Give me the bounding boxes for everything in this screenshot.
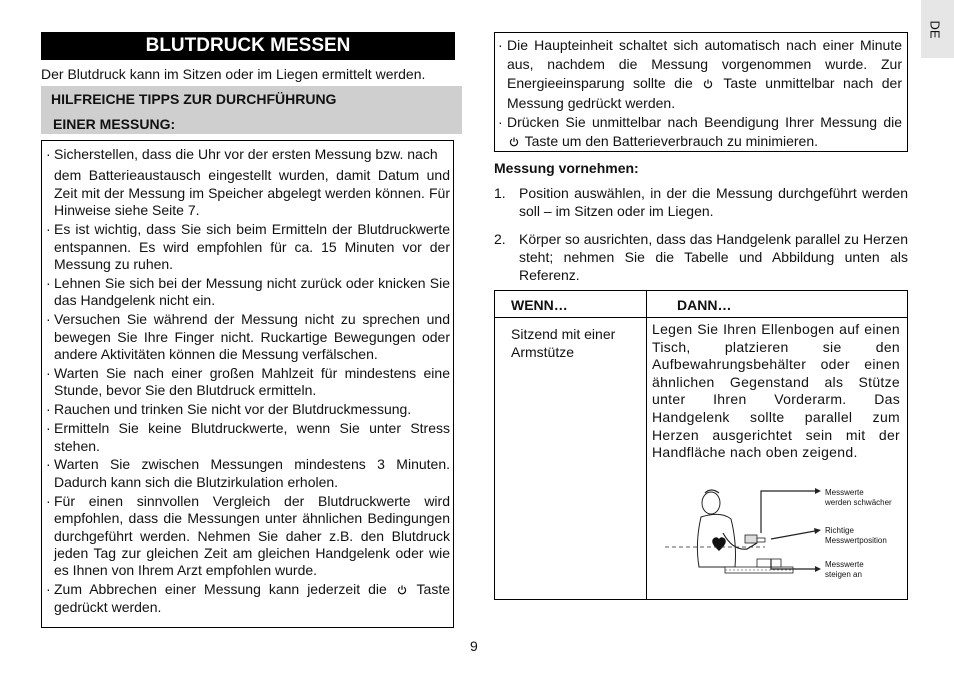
list-item: · Drücken Sie unmittelbar nach Beendigung Ihrer Messung die Taste um den Batterieverbrauch zu minimieren. [498,113,902,150]
label-correct [825,526,887,546]
tips-heading-line2: EINER MESSUNG: [53,116,176,132]
list-item: · Warten Sie zwischen Messungen mindestens 3 Minuten. Dadurch kann sich die Blutzirkulation erholen. [46,456,450,490]
power-icon [397,585,407,595]
tip-text: Zum Abbrechen einer Messung kann jederzeit die [54,581,387,598]
tip-text: Taste gedrückt werden. [54,581,451,615]
label-correct-line1: Richtige [825,526,854,535]
list-item: · Für einen sinnvollen Vergleich der Blutdruckwerte wird empfohlen, dass die Messungen unter ähnlichen Bedingungen durchgeführt werden. Nehmen Sie daher z.B. den Blutdruck jeden Tag zur gleichen Zeit am gleichen Handgelenk oder wie es Ihnen von Ihrem Arzt empfohlen wurde. [46,492,450,579]
label-correct-line2: Messwertposition [825,536,887,545]
note-text: Drücken Sie unmittelbar nach Beendigung Ihrer Messung die [507,113,902,130]
tips-list [46,146,450,618]
posture-illustration [665,483,905,593]
label-rise-line1: Messwerte [825,560,864,569]
power-icon [509,137,519,147]
page-title: BLUTDRUCK MESSEN [41,32,455,60]
table-cell-instruction: Legen Sie Ihren Ellenbogen auf einen Tisch, platzieren sie den Aufbewahrungsbehälter oder einen ähnlichen Gegenstand als Stütze unter Ihren Vorderarm. Das Handgelenk sollte parallel zum Herzen ausgerichtet sein mit der Handfläche nach oben zeigend. [652,321,900,461]
step-text: Position auswählen, in der die Messung durchgeführt werden soll – im Sitzen oder im Liegen. [519,185,908,219]
list-item: · Rauchen und trinken Sie nicht vor der Blutdruckmessung. [46,401,412,418]
step-text: Körper so ausrichten, dass das Handgelenk parallel zu Herzen steht; nehmen Sie die Tabelle und Abbildung unten als Referenz. [519,231,908,283]
list-item: · Warten Sie nach einer großen Mahlzeit für mindestens eine Stunde, bevor Sie den Blutdruck ermitteln. [46,364,450,399]
tip-text: Lehnen Sie sich bei der Messung nicht zurück oder knicken Sie das Handgelenk nicht ein. [54,274,450,309]
list-item: · Die Haupteinheit schaltet sich automatisch nach einer Minute aus, nachdem die Messung vorgenommen wurde. Zur Energieeinsparung sollte die Taste unmittelbar nach der Messung gedrückt werden. [498,37,902,111]
table-column-divider [646,291,647,599]
note-text: Die Haupteinheit schaltet sich automatisch nach einer Minute aus, nachdem die Messung vorgenommen wurde. Zur Energieeinsparung sollte die [507,37,902,92]
note-text: Taste unmittelbar nach der Messung gedrückt werden. [507,75,902,111]
note-text: Taste um den Batterieverbrauch zu minimieren. [524,133,818,150]
label-rise-line2: steigen an [825,570,862,579]
tip-text: Versuchen Sie während der Messung nicht zu sprechen und bewegen Sie Ihre Finger nicht. Ruckartige Bewegungen oder andere Aktivitäten können die Messung verfälschen. [54,311,450,362]
intro-text: Der Blutdruck kann im Sitzen oder im Liegen ermittelt werden. [41,66,426,82]
tip-text: Rauchen und trinken Sie nicht vor der Blutdruckmessung. [54,401,412,418]
tip-text: Warten Sie zwischen Messungen mindestens 3 Minuten. Dadurch kann sich die Blutzirkulation erholen. [54,456,450,490]
tip-text: Ermitteln Sie keine Blutdruckwerte, wenn Sie unter Stress stehen. [54,420,450,454]
power-icon [703,79,713,89]
list-item: · Zum Abbrechen einer Messung kann jederzeit die Taste gedrückt werden. [46,581,451,615]
note-box [494,32,908,152]
reference-table [494,290,908,600]
tip-text: Warten Sie nach einer großen Mahlzeit für mindestens eine Stunde, bevor Sie den Blutdruck ermitteln. [54,364,450,399]
tips-heading-line1: HILFREICHE TIPPS ZUR DURCHFÜHRUNG [51,91,337,107]
tip-text: Es ist wichtig, dass Sie sich beim Ermitteln der Blutdruckwerte entspannen. Es wird empfohlen für ca. 15 Minuten vor der Messung zu ruhen. [54,221,450,272]
list-item: · Versuchen Sie während der Messung nicht zu sprechen und bewegen Sie Ihre Finger nicht. Ruckartige Bewegungen oder andere Aktivitäten können die Messung verfälschen. [46,311,450,362]
table-cell-condition: Sitzend mit einer Armstütze [511,326,616,360]
table-header-then: DANN… [677,297,732,313]
section-subheading: Messung vornehmen: [494,160,639,176]
label-weaker [825,488,892,508]
step-number: 2. [494,231,506,247]
list-item [494,184,908,220]
label-weaker-line2: werden schwächer [825,498,892,507]
language-tab-label: DE [927,20,943,39]
list-item [494,230,908,284]
list-item: · Sicherstellen, dass die Uhr vor der ersten Messung bzw. nach dem Batterieaustausch eingestellt wurden, damit Datum und Zeit mit der Messung im Speicher abgelegt werden können. Für Hinweise siehe Seite 7. [46,146,450,219]
tip-text: Sicherstellen, dass die Uhr vor der ersten Messung bzw. nach [54,146,438,162]
tip-text: dem Batterieaustausch eingestellt wurden, damit Datum und Zeit mit der Messung im Speicher abgelegt werden können. Für Hinweise siehe Seite 7. [54,167,450,219]
list-item: · Ermitteln Sie keine Blutdruckwerte, wenn Sie unter Stress stehen. [46,420,450,454]
tip-text: Für einen sinnvollen Vergleich der Blutdruckwerte wird empfohlen, dass die Messungen unter ähnlichen Bedingungen durchgeführt werden. Nehmen Sie daher z.B. den Blutdruck jeden Tag zur gleichen Zeit am gleichen Handgelenk oder wie es Ihnen von Ihrem Arzt empfohlen wurde. [54,492,450,579]
table-header-if: WENN… [511,297,568,313]
language-tab [921,0,954,58]
step-number: 1. [494,185,506,201]
list-item: · Lehnen Sie sich bei der Messung nicht zurück oder knicken Sie das Handgelenk nicht ein. [46,274,450,309]
list-item: · Es ist wichtig, dass Sie sich beim Ermitteln der Blutdruckwerte entspannen. Es wird empfohlen für ca. 15 Minuten vor der Messung zu ruhen. [46,221,450,272]
steps-list [494,184,908,294]
tips-box [41,140,454,628]
label-rise [825,560,864,580]
page-number: 9 [470,638,478,654]
table-header-divider [495,317,907,318]
label-weaker-line1: Messwerte [825,488,864,497]
note-list [498,36,902,151]
tips-heading [41,86,462,134]
